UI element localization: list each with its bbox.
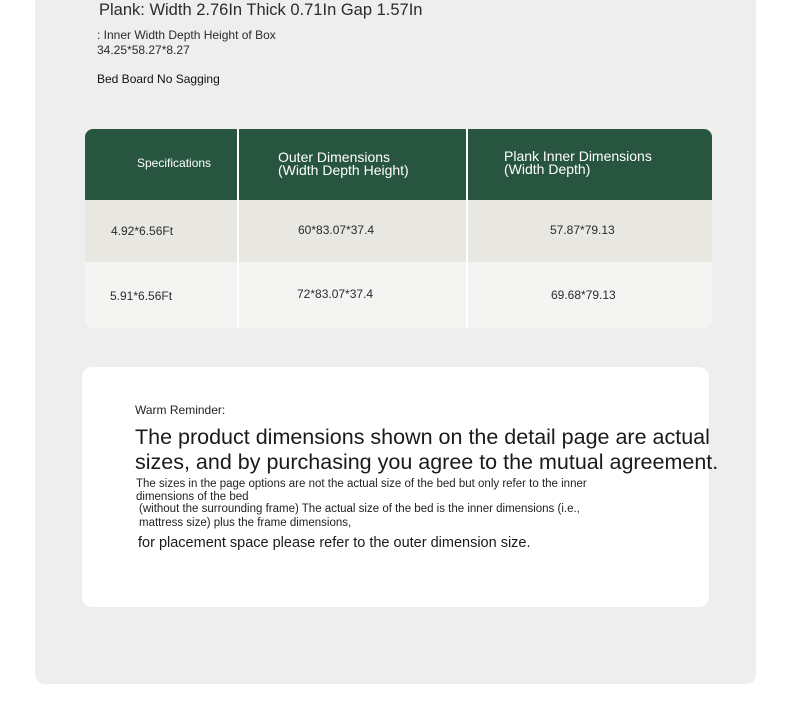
header-specifications: Specifications xyxy=(137,156,212,170)
reminder-body-line: dimensions of the bed xyxy=(136,491,249,503)
reminder-headline-line: sizes, and by purchasing you agree to the mutual agreement. xyxy=(135,450,719,474)
spec-cell: 4.92*6.56Ft xyxy=(111,224,174,238)
outer-dimension-cell: 72*83.07*37.4 xyxy=(297,287,374,301)
inner-dimension-cell: 69.68*79.13 xyxy=(551,288,616,302)
reminder-body-line: (without the surrounding frame) The actual size of the bed is the inner dimensions (i.e., xyxy=(139,503,580,515)
column-divider xyxy=(466,129,468,328)
reminder-body-line: mattress size) plus the frame dimensions, xyxy=(139,517,352,529)
header-outer-dimensions: Outer Dimensions (Width Depth Height) xyxy=(278,149,409,178)
reminder-footer-line: for placement space please refer to the outer dimension size. xyxy=(138,535,531,551)
plank-spec-text: Plank: Width 2.76In Thick 0.71In Gap 1.57In xyxy=(99,1,423,19)
reminder-body-line: The sizes in the page options are not the actual size of the bed but only refer to the inner xyxy=(136,478,587,490)
spec-table xyxy=(85,129,712,328)
no-sagging-text: Bed Board No Sagging xyxy=(97,72,220,86)
warm-reminder-title: Warm Reminder: xyxy=(135,403,226,417)
table-header-row xyxy=(85,129,712,200)
inner-dimension-cell: 57.87*79.13 xyxy=(550,223,615,237)
header-inner-dimensions: Plank Inner Dimensions (Width Depth) xyxy=(504,148,652,177)
spec-cell: 5.91*6.56Ft xyxy=(110,289,173,303)
table-row xyxy=(85,200,712,262)
column-divider xyxy=(237,129,239,328)
inner-box-label: : Inner Width Depth Height of Box xyxy=(97,28,276,42)
table-row xyxy=(85,262,712,328)
outer-dimension-cell: 60*83.07*37.4 xyxy=(298,223,375,237)
inner-box-value: 34.25*58.27*8.27 xyxy=(97,43,190,57)
reminder-headline-line: The product dimensions shown on the detail page are actual xyxy=(135,425,710,449)
reminder-headline xyxy=(135,425,718,475)
